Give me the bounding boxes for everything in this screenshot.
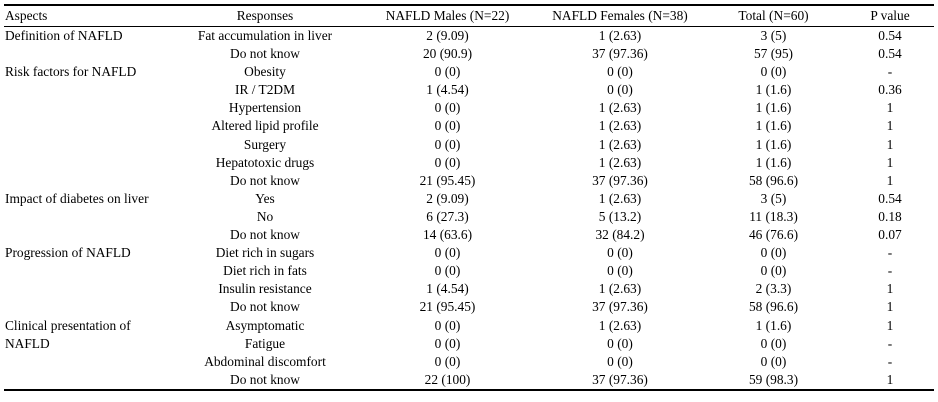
total-cell: 58 (96.6) [748, 299, 799, 315]
table-wrapper [4, 4, 934, 391]
response-cell: Do not know [230, 299, 300, 315]
total-cell: 0 (0) [760, 64, 787, 80]
total-cell: 46 (76.6) [748, 227, 799, 243]
p-value-cell: 1 [886, 100, 894, 116]
males-cell: 20 (90.9) [422, 46, 473, 62]
p-value-cell: 0.54 [878, 28, 902, 43]
header-females: NAFLD Females (N=38) [552, 8, 688, 23]
males-cell: 1 (4.54) [426, 82, 469, 98]
response-cell: Asymptomatic [225, 317, 305, 333]
total-cell: 11 (18.3) [749, 208, 798, 224]
males-cell: 2 (9.09) [426, 28, 469, 43]
response-cell: Diet rich in fats [223, 263, 307, 279]
total-cell: 0 (0) [760, 335, 787, 351]
p-value-cell: - [887, 245, 893, 261]
header-p-value: P value [870, 8, 910, 23]
males-cell: 0 (0) [434, 136, 461, 152]
p-value-cell: - [887, 335, 893, 351]
response-cell: Do not know [230, 46, 300, 62]
males-cell: 2 (9.09) [426, 190, 469, 206]
females-cell: 0 (0) [607, 335, 633, 351]
females-cell: 0 (0) [607, 82, 633, 98]
response-cell: Yes [255, 190, 275, 206]
response-cell: Fatigue [244, 335, 286, 351]
response-cell: Insulin resistance [218, 281, 312, 297]
p-value-cell: 1 [886, 281, 894, 297]
total-cell: 0 (0) [760, 263, 787, 279]
total-cell: 58 (96.6) [748, 172, 799, 188]
nafld-awareness-table [4, 4, 934, 391]
males-cell: 0 (0) [434, 245, 461, 261]
p-value-cell: 1 [886, 371, 894, 387]
header-responses: Responses [236, 8, 294, 23]
males-cell: 0 (0) [434, 317, 461, 333]
females-cell: 1 (2.63) [598, 190, 642, 206]
females-cell: 1 (2.63) [598, 100, 642, 116]
females-cell: 1 (2.63) [598, 317, 642, 333]
response-cell: Fat accumulation in liver [197, 28, 333, 43]
total-cell: 1 (1.6) [755, 82, 792, 98]
p-value-cell: 1 [886, 118, 894, 134]
response-cell: Surgery [243, 136, 287, 152]
p-value-cell: 1 [886, 299, 894, 315]
response-cell: Do not know [230, 227, 300, 243]
total-cell: 1 (1.6) [755, 136, 792, 152]
females-cell: 1 (2.63) [598, 136, 642, 152]
females-cell: 5 (13.2) [598, 208, 642, 224]
p-value-cell: - [887, 263, 893, 279]
p-value-cell: 1 [886, 172, 894, 188]
header-row [4, 5, 934, 27]
response-cell: Altered lipid profile [211, 118, 319, 134]
males-cell: 0 (0) [434, 335, 461, 351]
response-cell: No [256, 208, 274, 224]
response-cell: Hepatotoxic drugs [215, 154, 315, 170]
males-cell: 6 (27.3) [426, 208, 469, 224]
p-value-cell: - [887, 353, 893, 369]
table-row [4, 190, 934, 208]
aspect-cell: Impact of diabetes on liver [5, 190, 149, 206]
p-value-cell: 1 [886, 136, 894, 152]
aspect-cell: Clinical presentation of NAFLD [5, 317, 131, 351]
females-cell: 37 (97.36) [592, 299, 648, 315]
total-cell: 3 (5) [760, 190, 787, 206]
females-cell: 1 (2.63) [598, 118, 642, 134]
header-total: Total (N=60) [738, 8, 809, 23]
aspect-cell: Risk factors for NAFLD [5, 64, 137, 80]
males-cell: 21 (95.45) [419, 172, 476, 188]
response-cell: Diet rich in sugars [215, 245, 315, 261]
p-value-cell: - [887, 64, 893, 80]
p-value-cell: 0.54 [878, 46, 902, 62]
females-cell: 37 (97.36) [592, 371, 648, 387]
males-cell: 0 (0) [434, 100, 461, 116]
males-cell: 21 (95.45) [419, 299, 476, 315]
response-cell: Obesity [244, 64, 286, 80]
females-cell: 32 (84.2) [595, 227, 645, 243]
males-cell: 0 (0) [434, 154, 461, 170]
response-cell: Do not know [230, 172, 300, 188]
table-body [4, 27, 934, 390]
table-row [4, 317, 934, 335]
p-value-cell: 1 [886, 154, 894, 170]
p-value-cell: 0.18 [878, 208, 902, 224]
table-row [4, 63, 934, 81]
males-cell: 0 (0) [434, 353, 461, 369]
response-cell: Do not know [230, 371, 300, 387]
males-cell: 1 (4.54) [426, 281, 469, 297]
males-cell: 0 (0) [434, 118, 461, 134]
total-cell: 1 (1.6) [755, 118, 792, 134]
females-cell: 37 (97.36) [592, 46, 648, 62]
response-cell: Hypertension [228, 100, 302, 116]
total-cell: 3 (5) [760, 28, 787, 43]
females-cell: 37 (97.36) [592, 172, 648, 188]
females-cell: 0 (0) [607, 245, 633, 261]
females-cell: 0 (0) [607, 64, 633, 80]
response-cell: IR / T2DM [234, 82, 296, 98]
females-cell: 1 (2.63) [598, 28, 642, 43]
p-value-cell: 0.54 [878, 190, 902, 206]
header-males: NAFLD Males (N=22) [385, 8, 510, 23]
females-cell: 1 (2.63) [598, 154, 642, 170]
females-cell: 0 (0) [607, 263, 633, 279]
total-cell: 1 (1.6) [755, 100, 792, 116]
males-cell: 0 (0) [434, 263, 461, 279]
females-cell: 1 (2.63) [598, 281, 642, 297]
females-cell: 0 (0) [607, 353, 633, 369]
total-cell: 1 (1.6) [755, 154, 792, 170]
p-value-cell: 1 [886, 317, 894, 333]
total-cell: 57 (95) [753, 46, 794, 62]
males-cell: 0 (0) [434, 64, 461, 80]
aspect-cell: Definition of NAFLD [5, 28, 123, 43]
header-aspects: Aspects [5, 8, 48, 23]
p-value-cell: 0.07 [878, 227, 902, 243]
total-cell: 0 (0) [760, 353, 787, 369]
p-value-cell: 0.36 [878, 82, 902, 98]
response-cell: Abdominal discomfort [204, 353, 326, 369]
males-cell: 14 (63.6) [422, 227, 473, 243]
males-cell: 22 (100) [424, 371, 471, 387]
total-cell: 2 (3.3) [755, 281, 792, 297]
total-cell: 1 (1.6) [755, 317, 792, 333]
total-cell: 59 (98.3) [748, 371, 799, 387]
table-row [4, 244, 934, 262]
total-cell: 0 (0) [760, 245, 787, 261]
table-row [4, 27, 934, 46]
aspect-cell: Progression of NAFLD [5, 245, 131, 261]
